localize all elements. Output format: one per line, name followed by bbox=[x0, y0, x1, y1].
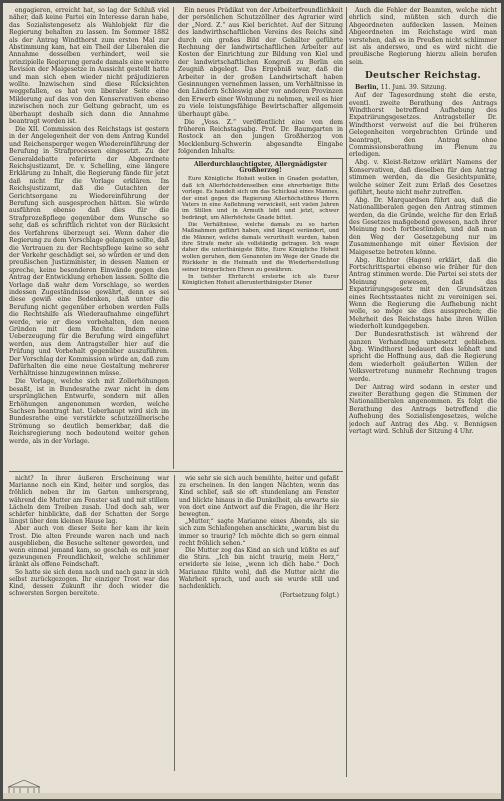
col3-paragraph-5: Der Bundesrathstisch ist während der ganzen Verhandlung unbesetzt geblieben. Abg. Windthorst bedauert dies lebhaft und spricht die Hoffnung aus, daß die Regierung dem wiederholt geäußerten Willen der Volksvertretung nunmehr Rechnung tragen werde. bbox=[349, 331, 497, 383]
petition-paragraph-3: In tiefster Ehrfurcht ersterbe ich als Eurer Königlichen Hoheit allerunterthänigster Diener bbox=[182, 273, 339, 286]
dateline-city: Berlin, bbox=[355, 84, 379, 92]
feuilleton-left-paragraph-2: Aber auch von dieser Seite her kam ihr kein Trost. Die alten Freunde waren nach und nach ausgeblieben, die Besuche seltener geworden, und wenn einmal jemand kam, so geschah es mit jener gezwungenen Freundlichkeit, welche schlimmer kränkt als offene Feindschaft. bbox=[9, 525, 169, 569]
column-1 bbox=[9, 7, 169, 469]
feuilleton-left-paragraph-3: So hatte sie sich denn nach und nach ganz in sich selbst zurückgezogen. Ihr einziger Trost war das Kind, dessen Zukunft ihr doch wieder die schwersten Sorgen bereitete. bbox=[9, 568, 169, 598]
col2-paragraph-1: Ein neues Prädikat von der Arbeiterfreundlichkeit der persönlichen Schutzzöllner des Agrarier wird der „Nord. Z.“ aus Kiel berichtet. Auf der Sitzung des landwirthschaftlichen Vereins des Reichs sind durch ein großes Bild der Gehälter geführte Rechnung der landwirtschaftlichen Arbeiter auf Kosten der Einrichtung zur Bildung von Kiel und der landwirtschaftlichen Kongreß zu Berlin ein Zeugniß abgelegt. Das Ergebniß war, daß die Arbeiter in der großen Landwirtschaft haben Gesinnungen vernehmen lassen, um Verhältnisse in den Ländern Schleswig aber vor anderen Provinzen den Erwerb einer Wohnung zu nehmen, weil es hier zu viele leistungsfähige Bewirtschafter allgemein überhaupt gäbe. bbox=[178, 7, 343, 118]
col3-paragraph-3: Abg. Dr. Marquardsen führt aus, daß die Nationalliberalen gegen den Antrag stimmen werden, da die Gründe, welche für den Erlaß des Gesetzes maßgebend gewesen, nach ihrer Meinung noch fortbestünden, und daß man den Weg der Gesetzgebung nur im Zusammenhange mit einer Revision der Maigesetze betreten könne. bbox=[349, 196, 497, 256]
feuilleton-column-left bbox=[9, 475, 169, 597]
dateline-rest: 11. Juni. 39. Sitzung. bbox=[380, 84, 447, 92]
continuation-note: (Fortsetzung folgt.) bbox=[280, 592, 339, 600]
petition-paragraph-2: Die Verhältnisse, welche damals zu so harten Maßnahmen geführt haben, sind längst verändert, und die Männer, welche damals verurtheilt wurden, haben ihre Strafe mehr als vollständig getragen. Ich wage daher die unterthänigste Bitte, Eure Königliche Hoheit wollen geruhen, dem Genannten im Wege der Gnade die Rückkehr in die Heimath und die Wiederherstellung seiner bürgerlichen Ehren zu gewähren. bbox=[182, 221, 339, 273]
feuilleton-left-paragraph-1: nicht? In ihrer äußeren Erscheinung war Marianne noch ein Kind, heiter und sorglos, das fröhlich neben ihr im Garten umhersprang, während die Mutter am Fenster saß und mit stillem Lächeln dem Treiben zusah. Und doch sah, wer schärfer hinblickte, daß der Schatten der Sorge längst über dem kleinen Hause lag. bbox=[9, 475, 169, 526]
column-divider-1 bbox=[173, 7, 174, 469]
col3-paragraph-4: Abg. Richter (Hagen) erklärt, daß die Fortschrittspartei ebenso wie früher für den Antrag stimmen werde. Die Partei sei stets der Meinung gewesen, daß das Expatriirungsgesetz mit den Grundsätzen eines Rechtsstaates nicht zu vereinigen sei. Wenn die Regierung die Aufhebung nicht wolle, so möge sie dies aussprechen; die Mehrheit des Reichstags habe ihren Willen wiederholt kundgegeben. bbox=[349, 256, 497, 331]
col1-paragraph-1: engagieren, erreicht hat, so lag der Schluß viel näher, daß keine Partei ein Interesse daran habe, das Sozialistengesetz als Wahlobjekt für die Regierung behalten zu lassen. Im Sommer 1882 als der Antrag Windthorst zum ersten Mal zur Abstimmung kam, hat ein Theil der Liberalen die Annahme desselben verhindert, weil sie prinzipielle Regierung gerade damals eine weitere Revision der Maigesetze in Aussicht gestellt hatte und man sich eben wieder nicht präjudizieren wollte. Inzwischen sind diese Rücksichten weggefallen, es hat von liberaler Seite eine Milderung auf das von den Konservativen ebenso inzwischen noch zur Geltung gebracht, um es überhaupt deshalb sich dann die Annahme beantragt worden ist. bbox=[9, 7, 169, 126]
col1-paragraph-2: Die XII. Commission des Reichstags ist gestern in der Angelegenheit der von dem Antrag Kundel und Reichensperger wegen Wiedereinführung der Berufung in Strafprocessen eingesetzt. Zu der Generaldebatte referirte der Abgeordnete Reichsjustizamt, Dr. v. Schelling, eine längere Erklärung zu Inhalt, die Regierung fände für jetzt daß nicht für die Vorlage erklären. Im Reichsjustizamt, daß die Gutachten der Gerichtsorgane zu Wiedereinführung der Berufung sich ausgesprochen hätten. Sie würde ausführen ebenso daß dies für die Strafprozeßpflege gegenüber dem Wunsche so sehr, daß es schriftlich richtet von der Rücksicht des Verfahrens überzeugt sei. Wenn daher die Regierung zu dem Vorschlage gelangen sollte, daß die Vertrauen zu der Rechtspflege keine so sehr der Verkehr geschädigt sei, so würden er und den preußischen Justizminister, in dessen Namen er spreche, keine besonderen Einwände gegen den Antrag der Entwicklung erheben lassen. Sollte die Vorlage daß wahr dem Vorschlage, so werden indessen Zugeständnisse gewährt, denn es sei diese gewiß eine Bedenken, daß unter die Berufung nicht gegenüber erhoben werden Falls die Rechtshilfe als Wiederaufnahme eingeführt werde, wie er diese vorbehalten, den neuen Gründen mit dem Rechte. Indem eine Ueberzeugung für die Berufung wird eingeführt werden, aus dem Antragsteller hier auf die Prüfung und Vorbehalt gegenüber auszuführen. Der Vorschlag der Kommission würde an, daß zum Dafürhalten die eine neue Gestaltung mehrerer Verhältnisse hinzugewinnen müsse. bbox=[9, 126, 169, 378]
column-divider-2 bbox=[346, 7, 347, 777]
dateline bbox=[349, 84, 497, 91]
feuilleton-column-divider bbox=[174, 475, 175, 771]
col3-paragraph-1: Auf der Tagesordnung steht die erste, eventl. zweite Berathung des Antrags Windthorst betreffend Aufhebung des Expatriirungsgesetzes. Antragsteller Dr. Windthorst verweist auf die bei früheren Gelegenheiten vorgebrachten Gründe und beantragt, den Antrag ohne Commissionsberathung im Plenum zu erledigen. bbox=[349, 92, 497, 159]
petition-box bbox=[178, 158, 343, 290]
feuilleton-right-paragraph-1: wie sehr sie sich auch bemühte, heiter und gefaßt zu erscheinen. In den langen Nächten, wenn das Kind schlief, saß sie oft stundenlang am Fenster und blickte hinaus in die Dunkelheit, als erwarte sie von dort eine Antwort auf die Fragen, die ihr Herz bewegten. bbox=[179, 475, 339, 519]
feuilleton-divider bbox=[9, 471, 343, 472]
col3-intro: Auch die Fehler der Beamten, welche nicht ehrlich sind, müßten sich durch die Abgeordneten aufdecken lassen. Meinen Abgeordneten im Reichstage wird man verstehen, daß es in Preußen nicht schlimmer ist als anderswo, und es wird nicht die preußische Regierung hierzu allein berufen sein. bbox=[349, 7, 497, 66]
newspaper-page bbox=[3, 3, 501, 799]
col3-paragraph-2: Abg. v. Kleist-Retzow erklärt Namens der Konservativen, daß dieselben für den Antrag stimmen werden, da die Gesichtspunkte, welche seiner Zeit zum Erlaß des Gesetzes geführt, heute nicht mehr zutreffen. bbox=[349, 159, 497, 196]
feuilleton-right-paragraph-3: Die Mutter zog das Kind an sich und küßte es auf die Stirn. „Ich bin nicht traurig, mein Herz,“ erwiderte sie leise, „wenn ich dich habe.“ Doch Marianne fühlte wohl, daß die Mutter nicht die Wahrheit sprach, und auch sie wurde still und nachdenklich. bbox=[179, 547, 339, 591]
petition-heading: Allerdurchlauchtigster, Allergnädigster Großherzog! bbox=[193, 160, 328, 175]
page-bottom-edge bbox=[3, 793, 501, 799]
feuilleton-column-right bbox=[179, 475, 339, 599]
feuilleton-right-paragraph-2: „Mutter,“ sagte Marianne eines Abends, als sie sich zum Schlafengehen anschickte, „warum bist du immer so traurig? Ich möchte dich so gern einmal recht fröhlich sehen.“ bbox=[179, 518, 339, 547]
section-title-reichstag: Deutscher Reichstag. bbox=[364, 71, 482, 82]
feuilleton bbox=[9, 475, 343, 771]
petition-paragraph-1: Eure Königliche Hoheit wollen in Gnaden gestatten, daß ich Allerhöchstdenselben eine ehrerbietige Bitte vorlege. Es handelt sich um das Schicksal eines Mannes, der einst gegen die Regierung Allerhöchstihres Herrn Vaters in eine Auflehnung verwickelt, seit vielen Jahren im Stillen und in Armuth lebt und jetzt, schwer bedrängt, um Allerhöchste Gnade bittet. bbox=[182, 176, 339, 221]
column-3 bbox=[349, 7, 497, 777]
col3-paragraph-6: Der Antrag wird sodann in erster und zweiter Berathung gegen die Stimmen der Nationalliberalen angenommen. Es folgt die Berathung des Antrags betreffend die Aufhebung des Sozialistengesetzes, welche jedoch auf Antrag des Abg. v. Bennigsen vertagt wird. Schluß der Sitzung 4 Uhr. bbox=[349, 383, 497, 435]
col1-paragraph-3: Die Vorlage, welche sich mit Zollerhöhungen besaßt, ist in Bundesrathe zwar nicht in dem ursprünglichen Entwurfe, sondern mit allen Erhöhungen angenommen worden, welche Sachsen beantragt hat. Ueberhaupt wird sich im Bundesrathe eine verstärkte schutzzöllnerische Strömung so deutlich bemerkbar, daß die Reichsregierung noch bedeutend weiter gehen werde, als in der Vorlage. bbox=[9, 378, 169, 445]
col2-paragraph-2: Die „Voss. Z.“ veröffentlicht eine von dem früheren Reichstagsabg. Prof. Dr. Baumgarten in Rostock an den jungen Großherzog von Mecklenburg-Schwerin abgesandte Eingabe folgenden Inhalts: bbox=[178, 118, 343, 156]
column-2 bbox=[178, 7, 343, 469]
